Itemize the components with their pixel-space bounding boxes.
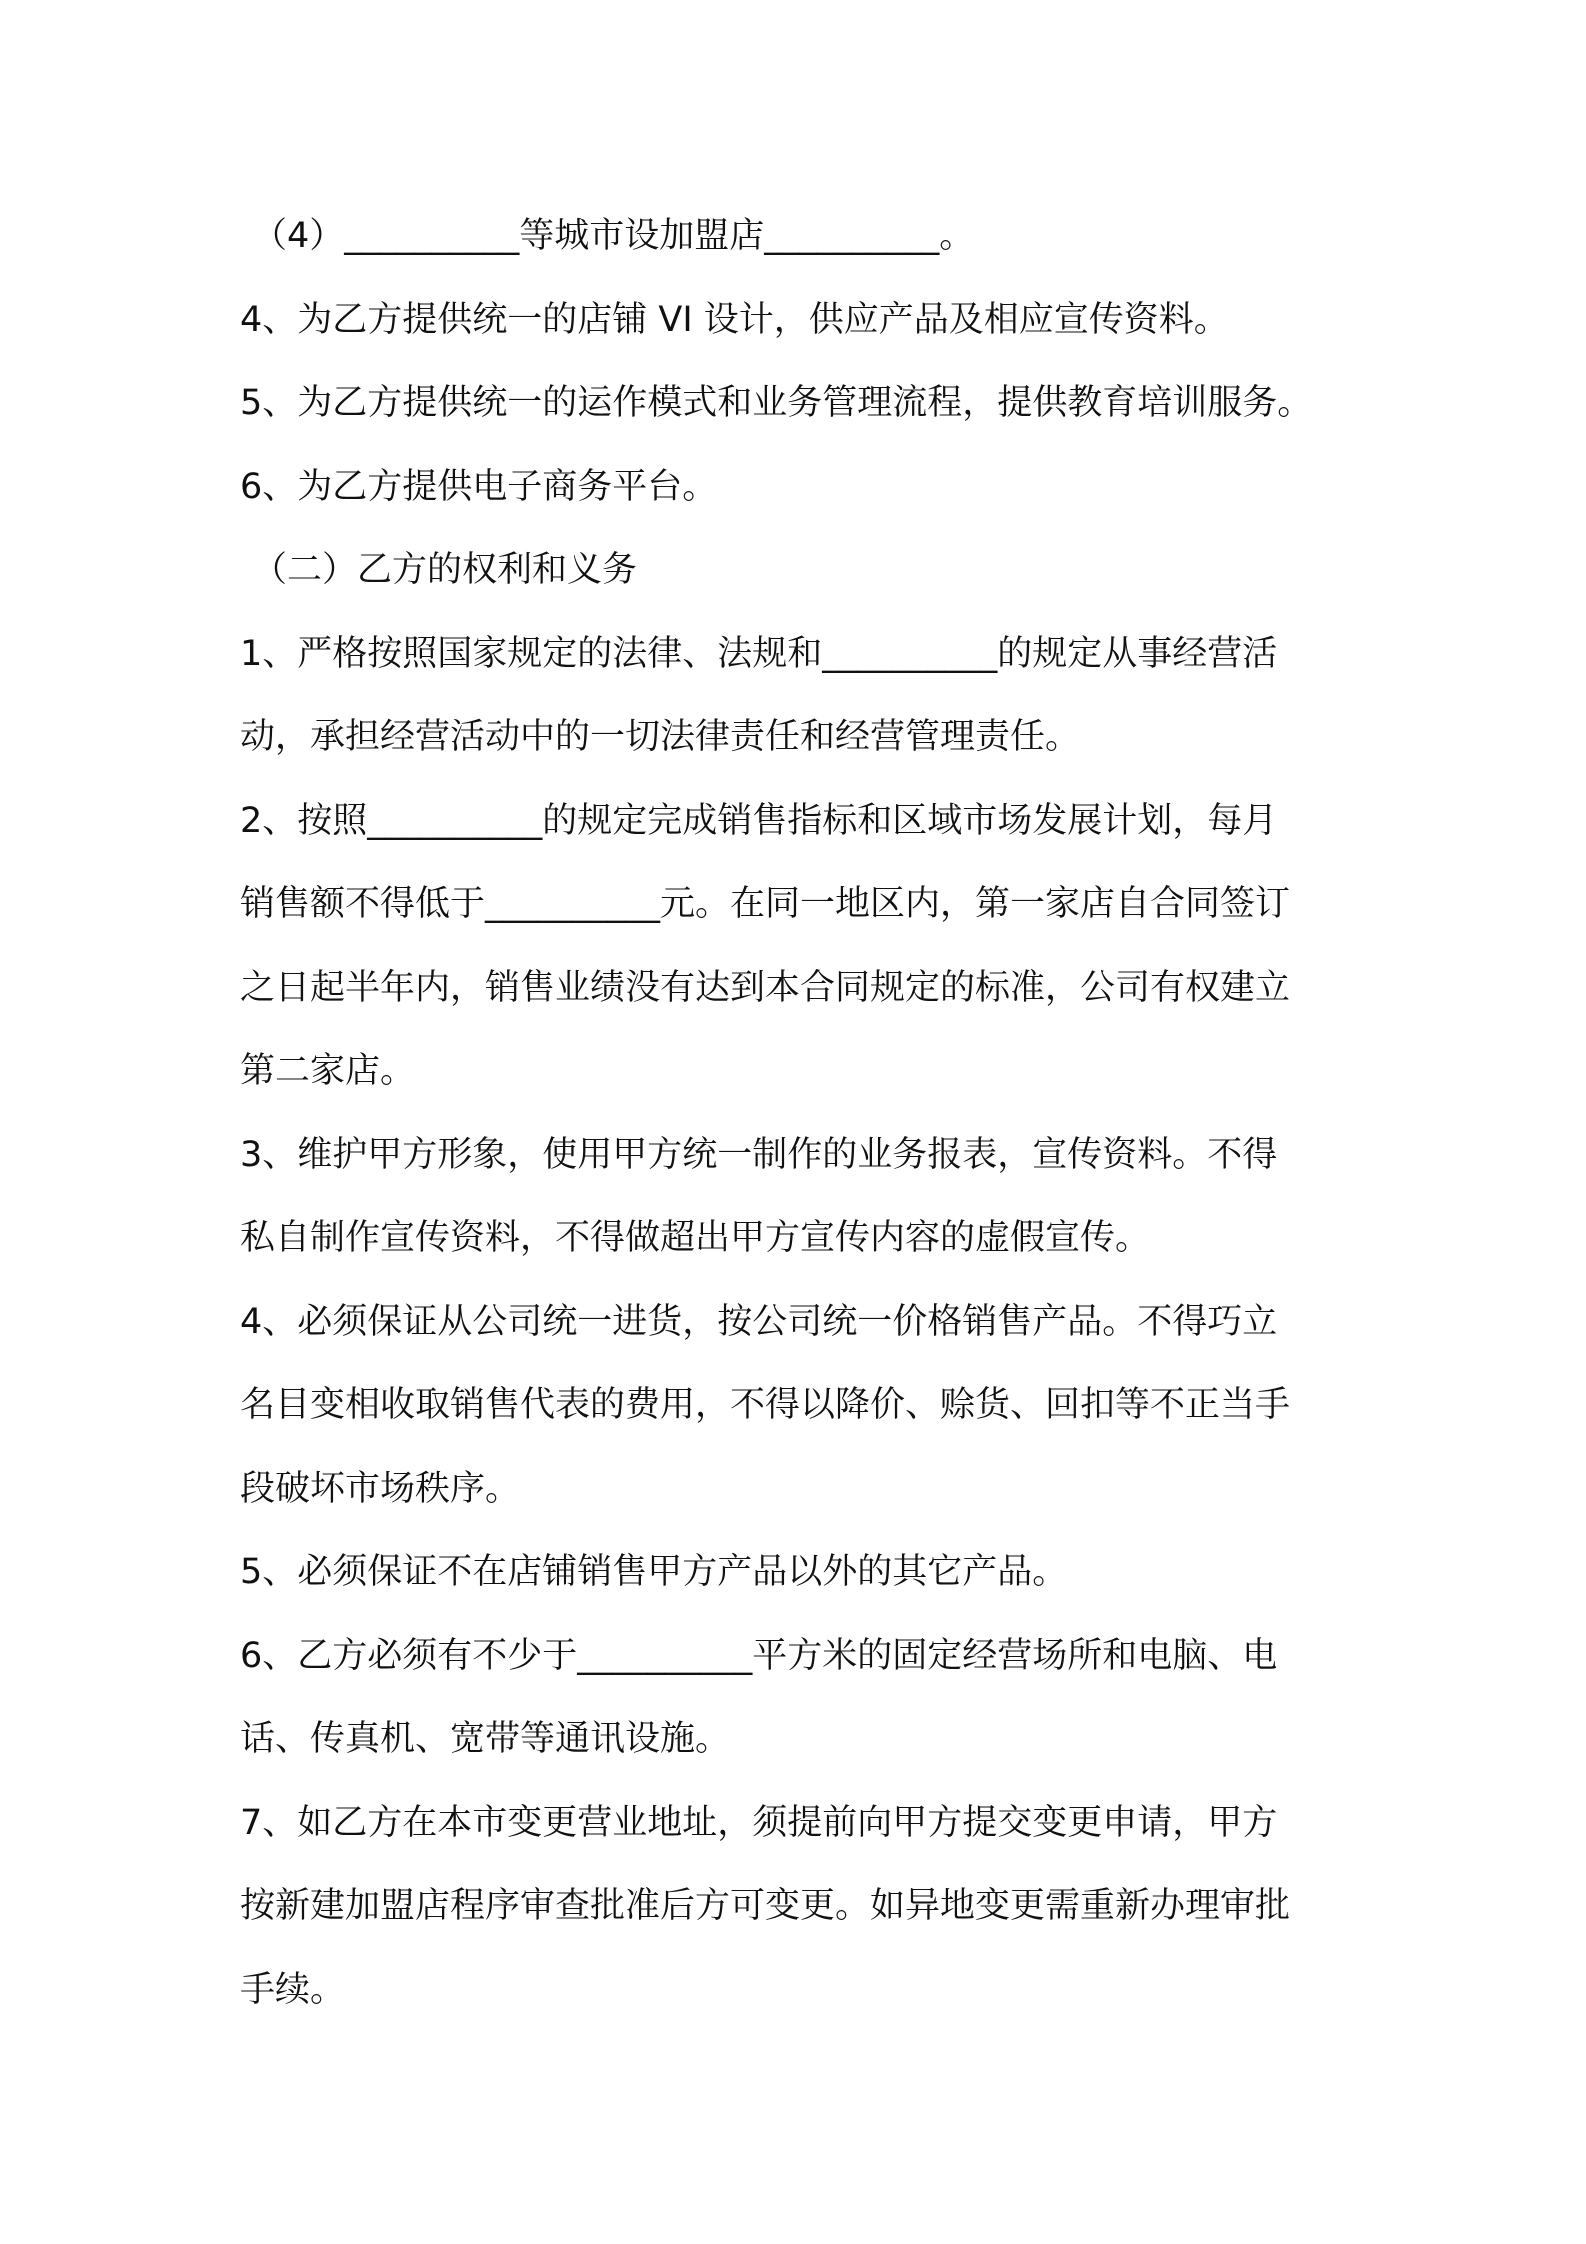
document-body — [240, 195, 1370, 2032]
text-line: 5、必须保证不在店铺销售甲方产品以外的其它产品。 — [240, 1552, 1068, 1592]
text-line: 4、为乙方提供统一的店铺 VI 设计，供应产品及相应宣传资料。 — [240, 299, 1229, 340]
text-line: 手续。 — [240, 1969, 346, 2010]
text-line: 1、严格按照国家规定的法律、法规和__________的规定从事经营活 — [240, 633, 1278, 674]
text-line: 销售额不得低于__________元。在同一地区内，第一家店自合同签订 — [240, 884, 1291, 924]
section-heading — [240, 529, 1370, 613]
paragraph-clause-5 — [240, 362, 1370, 446]
text-line: 6、为乙方提供电子商务平台。 — [240, 466, 718, 507]
paragraph-obligation-3 — [240, 1114, 1370, 1281]
text-line: 7、如乙方在本市变更营业地址，须提前向甲方提交变更申请，甲方 — [240, 1802, 1278, 1843]
text-line: 2、按照__________的规定完成销售指标和区域市场发展计划，每月 — [240, 800, 1278, 841]
text-line: 3、维护甲方形象，使用甲方统一制作的业务报表，宣传资料。不得 — [240, 1134, 1278, 1175]
text-line: 5、为乙方提供统一的运作模式和业务管理流程，提供教育培训服务。 — [240, 383, 1313, 423]
paragraph-clause-4 — [240, 279, 1370, 363]
paragraph-item-4 — [240, 195, 1370, 279]
paragraph-obligation-2 — [240, 780, 1370, 1114]
text-line: 6、乙方必须有不少于__________平方米的固定经营场所和电脑、电 — [240, 1635, 1278, 1676]
paragraph-obligation-6 — [240, 1615, 1370, 1782]
paragraph-obligation-4 — [240, 1281, 1370, 1532]
paragraph-obligation-7 — [240, 1782, 1370, 2033]
text-line: 按新建加盟店程序审查批准后方可变更。如异地变更需重新办理审批 — [240, 1886, 1291, 1926]
text-line: 私自制作宣传资料，不得做超出甲方宣传内容的虚假宣传。 — [240, 1218, 1151, 1258]
paragraph-obligation-1 — [240, 613, 1370, 780]
paragraph-obligation-5 — [240, 1531, 1370, 1615]
text-line: 名目变相收取销售代表的费用，不得以降价、赊货、回扣等不正当手 — [240, 1385, 1291, 1425]
text-line: （4）__________等城市设加盟店__________。 — [252, 216, 975, 256]
text-line: 之日起半年内，销售业绩没有达到本合同规定的标准，公司有权建立 — [240, 967, 1291, 1008]
text-line: 段破坏市场秩序。 — [240, 1468, 521, 1509]
text-line: （二）乙方的权利和义务 — [252, 550, 638, 590]
text-line: 第二家店。 — [240, 1051, 416, 1091]
text-line: 动，承担经营活动中的一切法律责任和经营管理责任。 — [240, 717, 1081, 757]
text-line: 话、传真机、宽带等通讯设施。 — [240, 1719, 731, 1759]
paragraph-clause-6 — [240, 446, 1370, 530]
text-line: 4、必须保证从公司统一进货，按公司统一价格销售产品。不得巧立 — [240, 1301, 1278, 1342]
